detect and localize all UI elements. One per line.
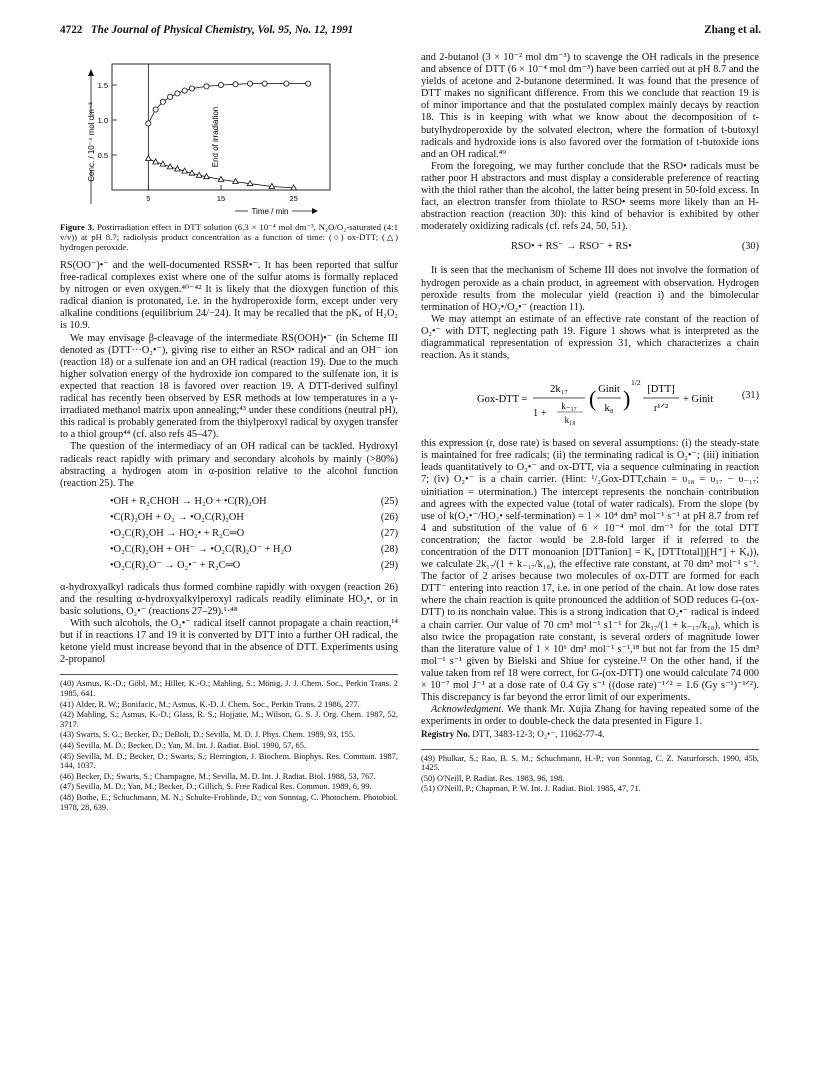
ox-dtt-point-5 [182,88,187,93]
ox-dtt-point-3 [168,94,173,99]
reference-44: (44) Sevilla, M. D.; Becker, D.; Yan, M. Int. J. Radiat. Biol. 1990, 57, 65. [60,741,307,750]
ox-dtt-point-11 [262,81,267,86]
ox-dtt-point-10 [247,81,252,86]
running-authors: Zhang et al. [704,24,761,36]
equation-26: •C(R)₂OH + O₂ → •O₂C(R)₂OH (26) [110,511,398,523]
figure-3-chart [60,52,398,220]
registry-numbers [421,728,759,740]
equation-25: •OH + R₂CHOH → H₂O + •C(R)₂OH (25) [110,495,398,507]
end-of-irradiation-label: End of irradiation [211,106,220,168]
eq31-den-numerator: k₋₁₇ [561,401,577,412]
reference-47: (47) Sevilla, M. D.; Yan, M.; Becker, D.; Gillich, S. Free Radical Res. Commun. 1989, 6, 99. [60,782,372,792]
eq31-denominator-one: 1 + [533,408,547,420]
y-label-arrow-head [88,69,94,76]
left-column [60,52,398,813]
reference-43: (43) Swarts, S. G.; Becker, D.; DeBolt, D.; Sevilla, M. D. J. Phys. Chem. 1989, 93, 155. [60,730,356,740]
figure-caption [60,222,398,252]
reference-46: (46) Becker, D.; Swarts, S.; Champagne, M.; Sevilla, M. D. Int. J. Radiat. Biol. 1988, 53, 767. [60,771,376,781]
registry-text: DTT, 3483-12-3; O₂•⁻, 11062-77-4. [472,729,605,740]
caption-label: Figure 3. [60,222,95,232]
ox-dtt-point-12 [284,81,289,86]
left-paragraph-4: α-hydroxyalkyl radicals thus formed combine rapidly with oxygen (reaction 26) and the resulting α-hydroxyalkylperoxyl radicals readily eliminate HO₂•, or in basic solutions, O₂•⁻ (reactions 27–29).¹·⁴⁸ [60,581,398,617]
left-paragraph-3: The question of the intermediacy of an OH radical can be tackled. Hydroxyl radicals react rapidly with primary and secondary alcohols by mainly (>80%) abstracting a hydrogen atom in α-position relative to the alcohol function (reaction 25). The [60,441,398,489]
equation-27: •O₂C(R)₂OH → HO₂• + R₂C═O (27) [110,527,398,539]
equation-31-svg [421,368,741,430]
acknowledgment [421,704,759,728]
registry-label: Registry No. [421,729,470,740]
x-tick-label-0: 5 [146,194,151,203]
journal-citation: The Journal of Physical Chemistry, Vol. 95, No. 12, 1991 [90,24,354,36]
ox-dtt-point-4 [175,91,180,96]
right-references [421,749,759,794]
reference-48: (48) Bothe, E.; Schuchmann, M. N.; Schulte-Frohlinde, D.; von Sonntag, C. Photochem. Photobiol. 1978, 28, 639. [60,792,398,812]
reference-42: (42) Mahling, S.; Asmus, K.-D.; Glass, R. S.; Hojjatie, M.; Wilson, G. S. J. Org. Chem. 1987, 52, 3717. [60,710,398,729]
eq31-den-denominator: k₁₈ [564,415,576,426]
x-tick-label-1: 15 [216,194,226,203]
y-tick-label-1: 1.0 [97,116,108,125]
eq31-left-paren: ( [589,386,597,412]
reference-49: (49) Phulkar, S.; Rao, B. S. M.; Schuchmann, H.-P.; von Sonntag, C. Z. Naturforsch. 1990, 45b, 1425. [421,753,759,773]
equation-31-number: (31) [741,390,759,402]
eq31-paren-denominator: k₈ [604,403,614,415]
caption-text: Postirradiation effect in DTT solution (6.3 × 10⁻⁴ mol dm⁻³, N₂O/O₂-saturated (4:1 v/v)) at pH 8.7; radiolysis product concentration as a function of time: (○) ox-DTT; (△) hydrogen peroxide. [60,222,398,252]
series-circle-line [148,84,308,124]
y-axis-label: Conc. / 10⁻⁴ mol dm⁻³ [87,102,96,182]
equation-28: •O₂C(R)₂OH + OH⁻ → •O₂C(R)₂O⁻ + H₂O (28) [110,543,398,555]
h2o2-point-0 [146,156,152,161]
y-tick-label-2: 1.5 [97,81,108,90]
ox-dtt-point-8 [218,82,223,87]
left-paragraph-1: RS(OO⁻)•⁻ and the well-documented RSSR•⁻. It has been reported that sulfur free-radical complexes exist where one of the sulfur atoms is formally replaced by nitrogen or even oxygen.⁴⁰⁻⁴² It is likely that the dioxygen function of this radical dianion is protonated, i.e. in the hydroperoxide form, except under very alkaline conditions (equilibrium 24/−24). It may be recalled that the pKₐ of H₂O₂ is 10.9. [60,260,398,332]
ox-dtt-point-6 [189,86,194,91]
eq31-rate: r¹ᐟ² [653,403,669,415]
ox-dtt-point-7 [204,84,209,89]
figure-3 [60,52,398,220]
equation-block-25-29 [60,496,398,576]
equation-29: •O₂C(R)₂O⁻ → O₂•⁻ + R₂C═O (29) [110,559,398,571]
eq31-lhs: Gox-DTT = [477,394,528,406]
right-paragraph-2: From the foregoing, we may further conclude that the RSO• radicals must be rather poor H abstractors and must display a considerable preference of reacting with the thiol rather than the alcohol, the latter being present in 50-fold excess. In fact, an electron transfer from thiolate to RSO• seems more likely than an H-abstraction reaction (reaction 30): this kind of behavior is exhibited by other moderately oxidizing radicals (cf. refs 24, 50, 51). [421,160,759,233]
reference-51: (51) O'Neill, P.; Chapman, P. W. Int. J. Radiat. Biol. 1985, 47, 71. [421,784,641,794]
reference-41: (41) Alder, R. W.; Bonifacic, M.; Asmus, K.-D. J. Chem. Soc., Perkin Trans. 2 1986, 277. [60,699,360,709]
right-column [421,52,759,795]
x-tick-label-2: 25 [289,194,298,203]
right-paragraph-4: We may attempt an estimate of an effective rate constant of the reaction of O₂•⁻ with DTT, neglecting path 19. Figure 1 shows what is interpreted as the diagrammatical representation of expression 31, which characterizes a chain reaction. As it stands, [421,313,759,362]
eq31-power: 1/2 [631,378,641,388]
reference-40: (40) Asmus, K.-D.; Göbl, M.; Hiller, K.-O.; Mahling, S.; Mönig, J. J. Chem. Soc., Perkin Trans. 2 1985, 641. [60,679,398,699]
eq31-numerator: 2k₁₇ [550,384,568,396]
page-number: 4722 [60,24,83,36]
x-label-arrow-head [312,208,318,214]
ox-dtt-point-9 [233,82,238,87]
ox-dtt-point-13 [306,81,311,86]
right-paragraph-3: It is seen that the mechanism of Scheme III does not involve the formation of hydrogen peroxide as a chain product, in agreement with observation. Hydrogen peroxide results from the molecular yield (reaction i) and the bimolecular termination of HO₂•/O₂•⁻ (reaction 11). [421,265,759,313]
ox-dtt-point-0 [146,121,151,126]
h2o2-point-1 [153,159,159,164]
y-tick-label-0: 0.5 [97,151,108,160]
eq31-plus-ginit: + Ginit [683,394,714,406]
equation-30: RSO• + RS⁻ → RSO⁻ + RS• (30) [511,241,759,253]
left-paragraph-2: We may envisage β-cleavage of the intermediate RS(OOH)•⁻ (in Scheme III denoted as (DTT···O₂•⁻), giving rise to either an RSO• radical and an OH⁻ ion (reaction 18) or a sulfenate ion and an OH radical (reaction 19). Due to the much higher solvation energy of the hydroxide ion compared to the sulfenate ion, it is expected that reaction 18 is favored over reaction 19. A DTT-derived sulfinyl radical has recently been observed by ESR methods at low temperatures in a γ-irradiated methanol matrix upon annealing;⁴³ under these conditions (neutral pH), this radical is probably generated from the thiylperoxyl radical by oxygen transfer to a thiol group⁴⁴ (cf. also refs 45–47). [60,332,398,441]
acknowledgment-text: We thank Mr. Xujia Zhang for having repeated some of the experiments in order to double-check the data presented in Figure 1. [421,704,759,728]
page-header [60,24,761,40]
reference-50: (50) O'Neill, P. Radiat. Res. 1983, 96, 198. [421,773,565,783]
right-paragraph-1: and 2-butanol (3 × 10⁻² mol dm⁻³) to scavenge the OH radicals in the presence and absence of DTT (6 × 10⁻⁴ mol dm⁻³) have been carried out at pH 8.7 and the yields of acetone and 2-butanone determined. It was found that the presence of DTT makes no significant difference. From this we conclude that reaction 19 is of minor importance and that the postulated complex mainly decays by reaction 18. This is in keeping with what we know about the decomposition of t-butylhydroperoxide by the solvated electron, where the formation of t-butoxyl radicals and hydroxide ions is also favored over the formation of t-butoxide ions and an OH radical.⁴⁹ [421,52,759,160]
eq31-dtt: [DTT] [647,384,675,396]
right-paragraph-5: this expression (r, dose rate) is based on several assumptions: (i) the steady-state is maintained for free radicals; (ii) the terminating radical is O₂•⁻; (iii) initiation leads quantitatively to O₂•⁻ and ox-DTT, via a sequence culminating in reaction 7; (iv) O₂•⁻ is a chain carrier. (Hint: ¹/₂Gox-DTT,chain = υ₁₈ = υ₁₇ − υ₋₁₇; υinitiation = υtermination.) The intercept represents the nonchain contribution and agrees with the expected value (total of water radicals). From the slope (by use of k(O₂•⁻/HO₂• self-termination) = 1 × 10⁴ dm³ mol⁻¹ s⁻¹ at pH 8.7 from ref 4 and substitution of the value of 6 × 10⁻⁴ mol dm⁻³ for the total DTT concentration; the factor would be 2.8-fold larger if it referred to the concentration of the DTT monoanion [DTTanion] = Kₐ [DTTtotal])[H⁺] + Kₐ)), we calculate 2k₁₇/(1 + k₋₁₇/k₁₈), the effective rate constant, at 70 dm³ mol⁻¹ s⁻¹. The factor of 2 arises because two molecules of ox-DTT are formed for each DTT⁻ entering into reaction 17, i.e. in one period of the chain. At low dose rates where the chain reaction is quite pronounced the addition of SOD reduces G-(ox-DTT) to its nonchain value. This is a strong indication that O₂•⁻ radical is indeed a chain carrier. Our value of 70 cm³ mol⁻¹ s1⁻¹ for 2k₁₇/(1 + k₋₁₇/k₁₈), which is also twice the propagation rate constant, is several orders of magnitude lower than the literature value of 1 × 10⁶ dm³ mol⁻¹ s⁻¹,¹⁸ but not far from the 15 dm³ mol⁻¹ s⁻¹ given by Bielski and Shiue for cysteine.¹² On the other hand, if the value taken from ref 18 were correct, for G-(ox-DTT) one would calculate 74 000 × 10⁻⁷ mol J⁻¹ at a dose rate of 0.4 Gy s⁻¹ ((dose rate)⁻¹ᐟ² = 1.6 (Gy s⁻¹)⁻¹ᐟ²). This discrepancy is far beyond the error limit of our experiments. [421,438,759,704]
x-axis-label: Time / min [251,207,289,216]
equation-31 [421,368,759,430]
ox-dtt-point-2 [160,99,165,104]
left-references [60,674,398,812]
ox-dtt-point-1 [153,107,158,112]
eq31-right-paren: ) [623,386,631,412]
reference-45: (45) Sevilla, M. D.; Becker, D.; Swarts, S.; Herrington, J. Biochem. Biophys. Res. Commun. 1987, 144, 1037. [60,751,398,771]
left-paragraph-5: With such alcohols, the O₂•⁻ radical itself cannot propagate a chain reaction,¹⁴ but if in reactions 17 and 19 it is converted by DTT into a further OH radical, the ketone yield must increase beyond that in the absence of DTT. Experiments using 2-propanol [60,618,398,666]
eq31-paren-numerator: Ginit [598,384,620,396]
acknowledgment-label: Acknowledgment. [431,704,504,716]
